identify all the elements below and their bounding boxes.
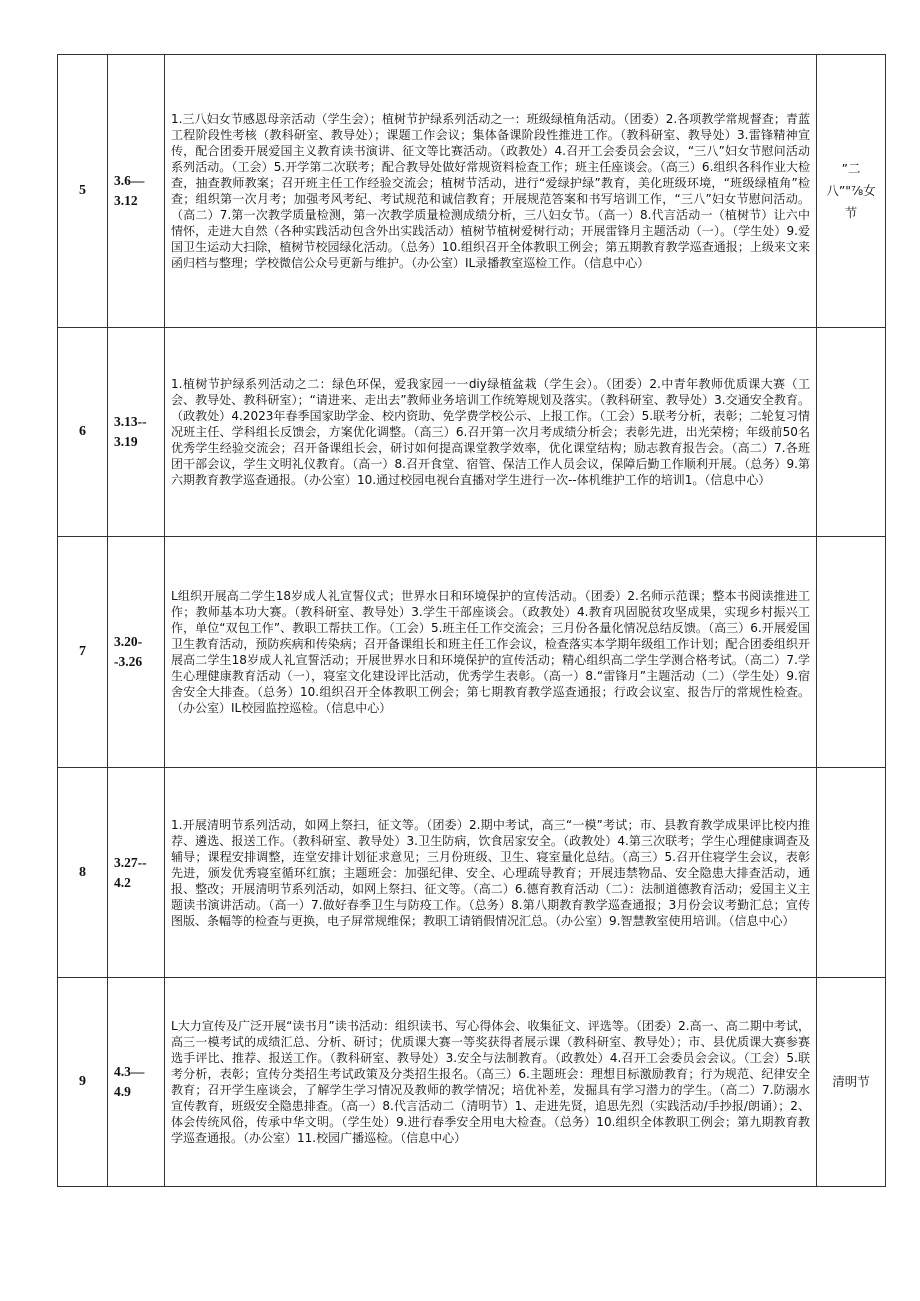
table-row bbox=[58, 328, 886, 537]
date-range bbox=[108, 978, 165, 1187]
festival-note bbox=[817, 978, 886, 1187]
week-number: 5 bbox=[58, 55, 108, 328]
date-end: -3.26 bbox=[114, 654, 143, 669]
activity-content: L大力宣传及广泛开展“读书月”读书活动：组织读书、写心得体会、收集征文、评选等。（团委）2.高一、高二期中考试，高三一模考试的成绩汇总、分析、研讨；优质课大赛一等奖获得者展示课（教科研室、教导处）；市、县优质课大赛参赛选手评比、推荐、报送工作。（教科研室、教导处）3.安全与法制教育。（政教处）4.召开工会委员会会议。（工会）5.联考分析，表彰；宣传分类招生考试政策及分类招生报名。（高三）6.主题班会：理想目标激励教育；行为规范、纪律安全教育；召开学生座谈会，了解学生学习情况及教师的教学情况；培优补差，发掘具有学习潜力的学生。（高二）7.防溺水宣传教育，班级安全隐患排查。（高一）8.代言活动二（清明节）1、走进先贤，追思先烈（实践活动/手抄报/朗诵）；2、体会传统风俗，传承中华文明。（学生处）9.进行春季安全用电大检查。（总务）10.组织全体教职工例会；第九期教育教学巡查通报。（办公室）11.校园广播巡检。（信息中心） bbox=[165, 978, 817, 1187]
activity-content: 1.三八妇女节感恩母亲活动（学生会）；植树节护绿系列活动之一：班级绿植角活动。（团委）2.各项教学常规督查；青蓝工程阶段性考核（教科研室、教导处）；课题工作会议；集体备课阶段性推进工作。（教科研室、教导处）3.雷锋精神宣传，配合团委开展爱国主义教育读书演讲、征文等比赛活动。（政教处）4.召开工会委员会会议，“三八”妇女节慰问活动系列活动。（工会）5.开学第二次联考；配合教导处做好常规资料检查工作；班主任座谈会。（高三）6.组织各科作业大检查，抽查教师教案；召开班主任工作经验交流会；植树节活动，进行“爱绿护绿”教育，美化班级环境，“班级绿植角”检查；组织第一次月考；加强考风考纪、考试规范和诚信教育；开展规范答案和书写培训工作，“三八”妇女节慰问活动。（高二）7.第一次教学质量检测，第一次教学质量检测成绩分析，三八妇女节。（高一）8.代言活动一（植树节）让六中情怀，走进大自然（各种实践活动包含外出实践活动）植树节植树爱树行动；开展雷锋月主题活动（一）。（学生处）9.爱国卫生运动大扫除，植树节校园绿化活动。（总务）10.组织召开全体教职工例会；第五期教育教学巡查通报；上级来文来函归档与整理；学校微信公众号更新与维护。（办公室）IL录播教室巡检工作。（信息中心） bbox=[165, 55, 817, 328]
date-range bbox=[108, 328, 165, 537]
date-end: 3.12 bbox=[114, 193, 138, 208]
week-number: 6 bbox=[58, 328, 108, 537]
week-number: 7 bbox=[58, 537, 108, 768]
date-start: 3.13-- bbox=[114, 414, 147, 429]
week-number: 8 bbox=[58, 768, 108, 978]
schedule-table bbox=[57, 54, 886, 1187]
date-start: 3.20- bbox=[114, 634, 143, 649]
table-row bbox=[58, 537, 886, 768]
table-row bbox=[58, 55, 886, 328]
activity-content: 1.植树节护绿系列活动之二：绿色环保，爱我家园一一diy绿植盆栽（学生会）。（团委）2.中青年教师优质课大赛（工会、教导处、教科研室）；“请进来、走出去”教师业务培训工作统筹规划及落实。（教科研室、教导处）3.交通安全教育。（政教处）4.2023年春季国家助学金、校内资助、免学费学校公示、上报工作。（工会）5.联考分析，表彰；二轮复习情况班主任、学科组长反馈会，方案优化调整。（高三）6.召开第一次月考成绩分析会；表彰先进，出光荣榜；年级前50名优秀学生经验交流会；召开备课组长会，研讨如何提高课堂教学效率，优化课堂结构；励志教育报告会。（高二）7.各班团干部会议，学生文明礼仪教育。（高一）8.召开食堂、宿管、保洁工作人员会议，保障后勤工作顺利开展。（总务）9.第六期教育教学巡查通报。（办公室）10.通过校园电视台直播对学生进行一次--体机维护工作的培训1。（信息中心） bbox=[165, 328, 817, 537]
table-row bbox=[58, 768, 886, 978]
date-range bbox=[108, 768, 165, 978]
festival-note bbox=[817, 537, 886, 768]
date-start: 3.6— bbox=[114, 173, 145, 188]
note-line: 清明节 bbox=[832, 1074, 870, 1089]
note-line: 八”"⅞女 bbox=[826, 183, 876, 198]
date-end: 4.2 bbox=[114, 874, 131, 890]
date-range bbox=[108, 537, 165, 768]
date-start: 4.3— bbox=[114, 1064, 145, 1079]
week-number: 9 bbox=[58, 978, 108, 1187]
table-row bbox=[58, 978, 886, 1187]
date-range bbox=[108, 55, 165, 328]
date-start: 3.27-- bbox=[114, 854, 147, 870]
activity-content: 1.开展清明节系列活动，如网上祭扫，征文等。（团委）2.期中考试，高三“一模”考试；市、县教育教学成果评比校内推荐、遴选、报送工作。（教科研室、教导处）3.卫生防病，饮食居家安全。（政教处）4.第三次联考；学生心理健康调查及辅导；课程安排调整，连堂安排计划征求意见；三月份班级、卫生、寝室量化总结。（高三）5.召开住寝学生会议，表彰先进，颁发优秀寝室循环红旗；主题班会：加强纪律、安全、心理疏导教育；开展违禁物品、安全隐患大排查活动，通报、整改；开展清明节系列活动，如网上祭扫、征文等。（高二）6.德育教育活动（二）：法制道德教育活动；爱国主义主题读书演讲活动。（高一）7.做好春季卫生与防疫工作。（总务）8.第八期教育教学巡查通报；3月份会议考勤汇总；宣传图版、条幅等的检查与更换，电子屏常规维保；教职工请销假情况汇总。（办公室）9.智慧教室使用培训。（信息中心） bbox=[165, 768, 817, 978]
festival-note bbox=[817, 768, 886, 978]
date-end: 4.9 bbox=[114, 1084, 131, 1099]
festival-note bbox=[817, 55, 886, 328]
activity-content: L组织开展高二学生18岁成人礼宣誓仪式；世界水日和环境保护的宣传活动。（团委）2.名师示范课；整本书阅读推进工作；教师基本功大赛。（教科研室、教导处）3.学生干部座谈会。（政教处）4.教育巩固脱贫攻坚成果，实现乡村振兴工作，单位“双包工作”、教职工帮扶工作。（工会）5.班主任工作交流会；三月份各量化情况总结反馈。（高三）6.开展爱国卫生教育活动，预防疾病和传染病；召开备课组长和班主任工作会议，检查落实本学期年级组工作计划；配合团委组织开展高二学生18岁成人礼宣誓活动；开展世界水日和环境保护的宣传活动；精心组织高二学生学测合格考试。（高二）7.学生心理健康教育活动（一），寝室文化建设评比活动，优秀学生表彰。（高一）8.“雷锋月”主题活动（二）（学生处）9.宿舍安全大排查。（总务）10.组织召开全体教职工例会；第七期教育教学巡查通报；行政会议室、报告厅的常规性检查。（办公室）IL校园监控巡检。（信息中心） bbox=[165, 537, 817, 768]
festival-note bbox=[817, 328, 886, 537]
date-end: 3.19 bbox=[114, 434, 138, 449]
note-line: ”二 bbox=[841, 161, 861, 176]
note-line: 节 bbox=[844, 205, 858, 220]
